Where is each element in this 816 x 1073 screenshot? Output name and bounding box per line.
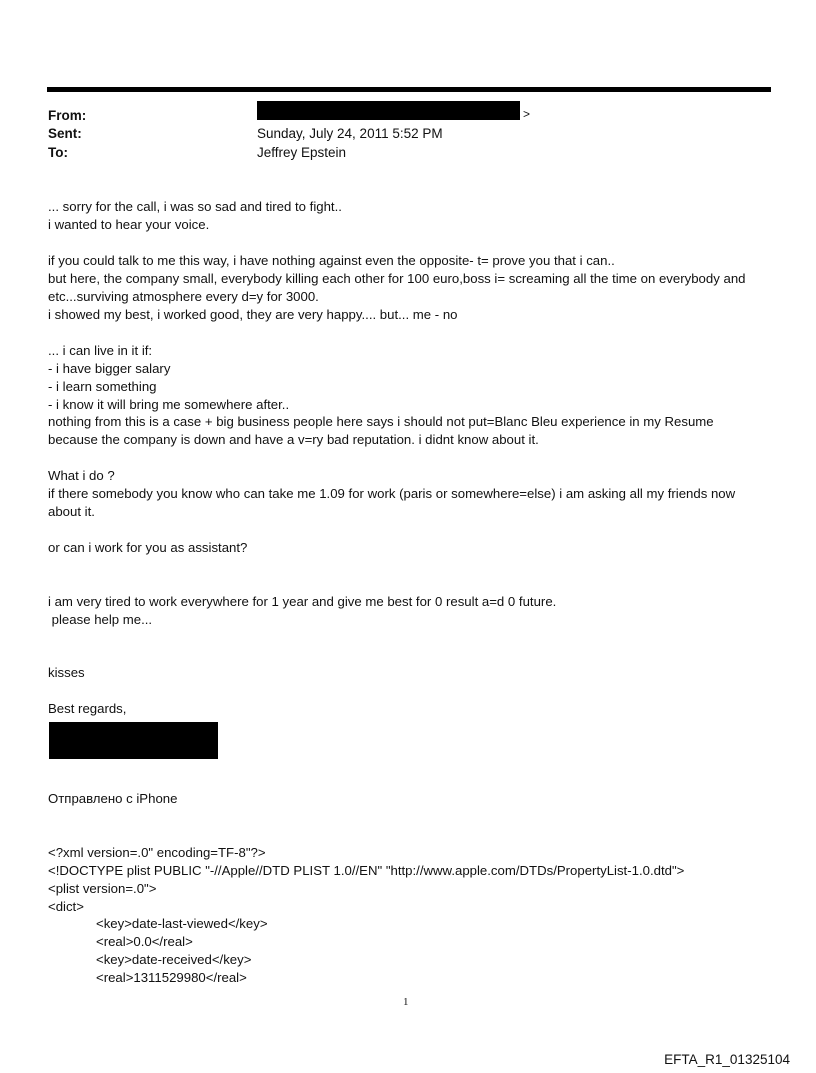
xml-line: <key>date-last-viewed</key> (96, 916, 268, 931)
to-value: Jeffrey Epstein (257, 145, 347, 160)
body-line: i showed my best, i worked good, they are very happy.... but... me - no (48, 307, 458, 322)
body-line: or can i work for you as assistant? (48, 540, 248, 555)
body-line: if you could talk to me this way, i have nothing against even the opposite- t= prove you that i can.. (48, 253, 615, 268)
body-line: - i know it will bring me somewhere after.. (48, 397, 290, 412)
xml-line: <real>0.0</real> (96, 934, 193, 949)
document-id: EFTA_R1_01325104 (664, 1052, 790, 1067)
xml-line: <key>date-received</key> (96, 952, 252, 967)
sent-value: Sunday, July 24, 2011 5:52 PM (257, 126, 443, 141)
body-line: but here, the company small, everybody killing each other for 100 euro,boss i= screaming all the time on everybody and (48, 271, 746, 286)
body-line: about it. (48, 504, 95, 519)
redacted-signature-block (49, 722, 218, 759)
body-line: What i do ? (48, 468, 115, 483)
body-line: i am very tired to work everywhere for 1 year and give me best for 0 result a=d 0 future. (48, 594, 557, 609)
body-line: - i have bigger salary (48, 361, 171, 376)
body-line: please help me... (48, 612, 153, 627)
sent-label: Sent: (48, 126, 82, 141)
body-line: - i learn something (48, 379, 157, 394)
from-label: From: (48, 108, 87, 123)
xml-line: <dict> (48, 899, 84, 914)
to-label: To: (48, 145, 68, 160)
xml-line: <?xml version=.0" encoding=TF-8"?> (48, 845, 266, 860)
body-line: nothing from this is a case + big business people here says i should not put=Blanc Bleu experience in my Resume (48, 414, 714, 429)
regards-line: Best regards, (48, 701, 127, 716)
xml-line: <plist version=.0"> (48, 881, 157, 896)
page-number: 1 (403, 996, 409, 1008)
body-line: etc...surviving atmosphere every d=y for 3000. (48, 289, 319, 304)
kisses-line: kisses (48, 665, 85, 680)
xml-line: <!DOCTYPE plist PUBLIC "-//Apple//DTD PLIST 1.0//EN" "http://www.apple.com/DTDs/PropertyList-1.0.dtd"> (48, 863, 685, 878)
from-suffix: > (523, 107, 531, 121)
body-line: i wanted to hear your voice. (48, 217, 210, 232)
body-line: ... i can live in it if: (48, 343, 153, 358)
redacted-sender-block (257, 101, 520, 120)
body-line: ... sorry for the call, i was so sad and tired to fight.. (48, 199, 342, 214)
header-rule (47, 87, 771, 92)
xml-line: <real>1311529980</real> (96, 970, 247, 985)
body-line: if there somebody you know who can take me 1.09 for work (paris or somewhere=else) i am asking all my friends now (48, 486, 736, 501)
sent-from-line: Отправлено с iPhone (48, 791, 178, 806)
body-line: because the company is down and have a v=ry bad reputation. i didnt know about it. (48, 432, 539, 447)
